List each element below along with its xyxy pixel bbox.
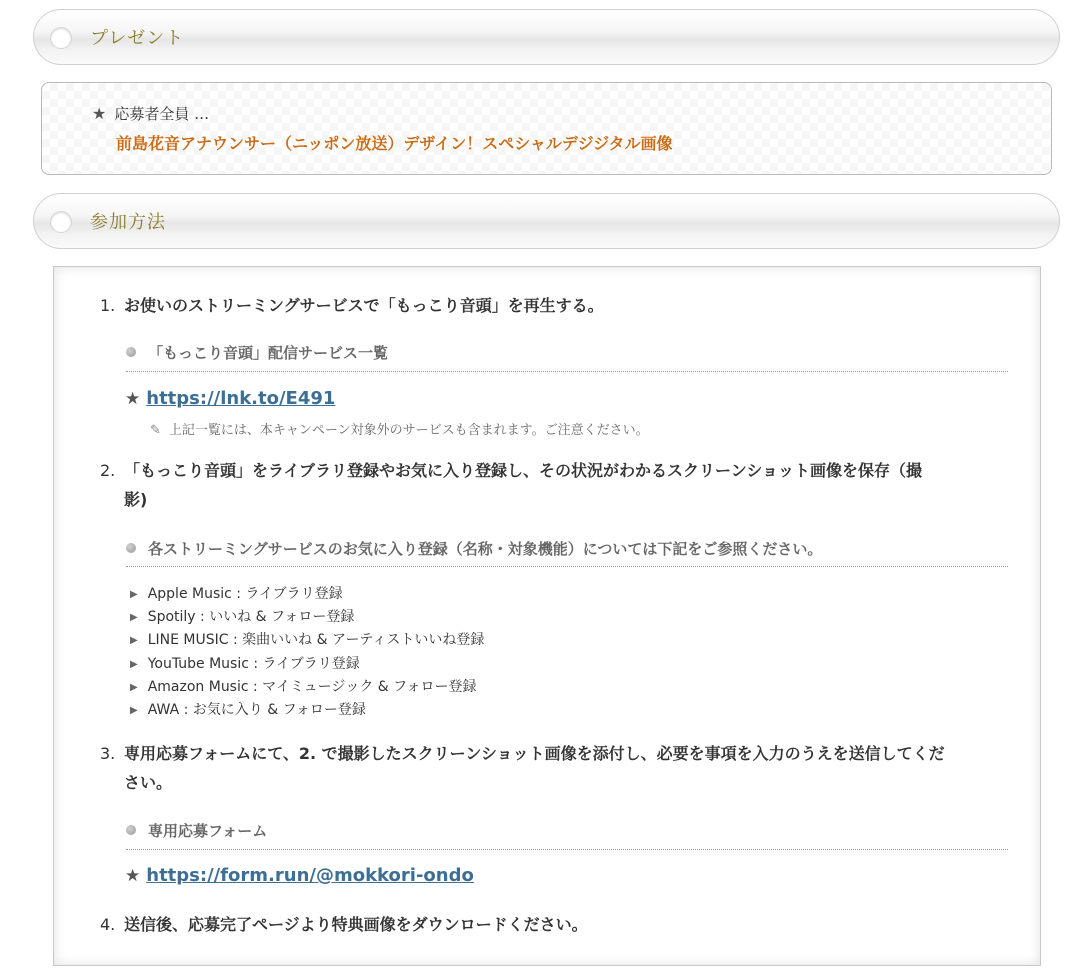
triangle-bullet-icon: ▶: [130, 635, 138, 646]
present-label-row: [92, 103, 209, 124]
triangle-bullet-icon: ▶: [130, 612, 138, 623]
step-2: [100, 456, 980, 514]
triangle-bullet-icon: ▶: [130, 705, 138, 716]
step-4: [100, 910, 588, 939]
step-text-continued: 影): [124, 490, 148, 509]
step-1: [100, 291, 604, 320]
star-icon: ★: [125, 389, 141, 409]
subhead-text: 各ストリーミングサービスのお気に入り登録（名称・対象機能）については下記をご参照ください。: [148, 540, 823, 558]
present-box: [41, 82, 1052, 175]
divider: [126, 849, 1008, 850]
circle-bullet-icon: [50, 211, 72, 233]
edit-note-icon: ✎: [150, 423, 161, 438]
step-text: 送信後、応募完了ページより特典画像をダウンロードください。: [124, 915, 588, 934]
step-3-subhead: [126, 820, 267, 841]
step-text: 専用応募フォームにて、2. で撮影したスクリーンショット画像を添付し、必要を事項を入力のうえを送信してくだ: [124, 744, 945, 763]
divider: [126, 371, 1008, 372]
triangle-bullet-icon: ▶: [130, 589, 138, 600]
subhead-text: 「もっこり音頭」配信サービス一覧: [148, 344, 389, 362]
step-number: 2.: [100, 461, 116, 480]
step-text-continued: さい。: [124, 773, 173, 792]
present-section-header: [33, 9, 1060, 65]
present-prize: 前島花音アナウンサー（ニッポン放送）デザイン！スペシャルデジジタル画像: [116, 134, 673, 153]
step-text: 「もっこり音頭」をライブラリ登録やお気に入り登録し、その状況がわかるスクリーンショット画像を保存（撮: [124, 461, 923, 480]
step-1-subhead: [126, 342, 388, 363]
step-number: 4.: [100, 915, 116, 934]
subhead-text: 専用応募フォーム: [148, 822, 268, 840]
service-item: ▶ AWA : お気に入り & フォロー登録: [130, 702, 366, 718]
dot-bullet-icon: [126, 543, 136, 553]
step-2-subhead: [126, 538, 822, 559]
step-1-link-row: [125, 388, 335, 409]
present-label: 応募者全員 …: [114, 105, 210, 123]
divider: [126, 566, 1008, 567]
service-item: ▶ Apple Music : ライブラリ登録: [130, 586, 343, 602]
service-item: ▶ Spotily : いいね & フォロー登録: [130, 609, 355, 625]
dot-bullet-icon: [126, 347, 136, 357]
step-text: お使いのストリーミングサービスで「もっこり音頭」を再生する。: [124, 296, 604, 315]
step-3-link-row: [125, 865, 474, 886]
join-section-header: [33, 193, 1060, 249]
triangle-bullet-icon: ▶: [130, 682, 138, 693]
note-text: 上記一覧には、本キャンペーン対象外のサービスも含まれます。ご注意ください。: [168, 423, 649, 438]
service-item: ▶ YouTube Music : ライブラリ登録: [130, 656, 360, 672]
streaming-services-link[interactable]: https://lnk.to/E491: [146, 388, 336, 409]
step-number: 3.: [100, 744, 116, 763]
circle-bullet-icon: [50, 27, 72, 49]
star-icon: ★: [125, 866, 141, 886]
application-form-link[interactable]: https://form.run/@mokkori-ondo: [146, 865, 474, 886]
service-item: ▶ LINE MUSIC : 楽曲いいね & アーティストいいね登録: [130, 632, 485, 648]
join-section-title: 参加方法: [90, 212, 166, 233]
present-section-title: プレゼント: [90, 28, 185, 49]
star-icon: ★: [92, 104, 107, 123]
step-number: 1.: [100, 296, 116, 315]
service-item: ▶ Amazon Music : マイミュージック & フォロー登録: [130, 679, 477, 695]
step-1-note: [150, 419, 649, 438]
step-3: [100, 739, 1000, 797]
dot-bullet-icon: [126, 825, 136, 835]
triangle-bullet-icon: ▶: [130, 659, 138, 670]
join-steps-box: [53, 266, 1041, 966]
